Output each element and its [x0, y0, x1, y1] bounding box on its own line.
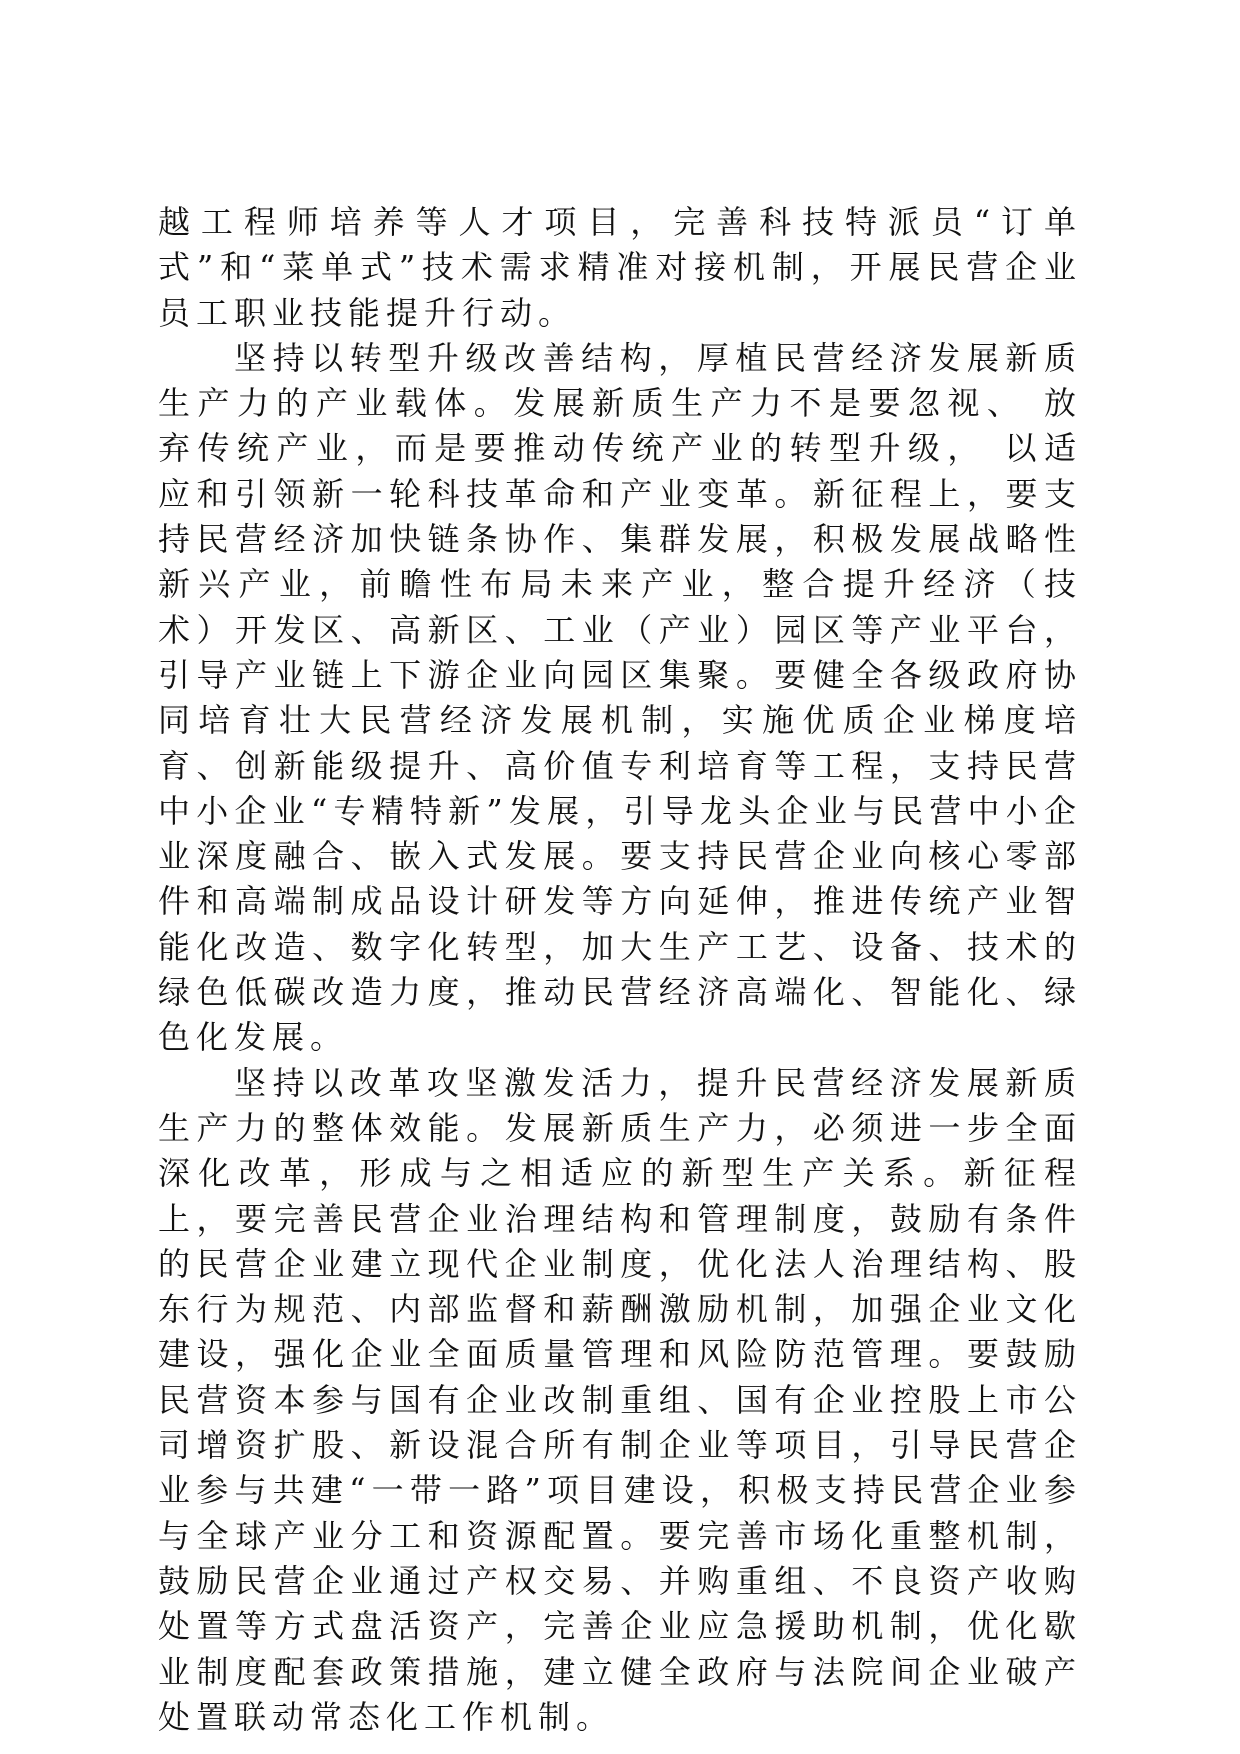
paragraph-transformation-upgrade: 坚持以转型升级改善结构，厚植民营经济发展新质生产力的产业载体。发展新质生产力不是要忽视、 放弃传统产业，而是要推动传统产业的转型升级， 以适应和引领新一轮科技革命和产业变革。新征程上，要支持民营经济加快链条协作、集群发展，积极发展战略性新兴产业，前瞻性布局未来产业，整合提升经济（技术）开发区、高新区、工业（产业）园区等产业平台，引导产业链上下游企业向园区集聚。要健全各级政府协同培育壮大民营经济发展机制，实施优质企业梯度培育、创新能级提升、高价值专利培育等工程，支持民营中小企业“专精特新”发展，引导龙头企业与民营中小企业深度融合、嵌入式发展。要支持民营企业向核心零部件和高端制成品设计研发等方向延伸，推进传统产业智能化改造、数字化转型，加大生产工艺、设备、技术的绿色低碳改造力度，推动民营经济高端化、智能化、绿色化发展。 [158, 338, 1082, 1057]
paragraph-continuation: 越工程师培养等人才项目，完善科技特派员“订单式”和“菜单式”技术需求精准对接机制，开展民营企业员工职业技能提升行动。 [158, 203, 1082, 332]
document-body [158, 200, 1082, 1740]
paragraph-reform-vitality: 坚持以改革攻坚激发活力，提升民营经济发展新质生产力的整体效能。发展新质生产力，必须进一步全面深化改革，形成与之相适应的新型生产关系。新征程上，要完善民营企业治理结构和管理制度，鼓励有条件的民营企业建立现代企业制度，优化法人治理结构、股东行为规范、内部监督和薪酬激励机制，加强企业文化建设，强化企业全面质量管理和风险防范管理。要鼓励民营资本参与国有企业改制重组、国有企业控股上市公司增资扩股、新设混合所有制企业等项目，引导民营企业参与共建“一带一路”项目建设，积极支持民营企业参与全球产业分工和资源配置。要完善市场化重整机制，鼓励民营企业通过产权交易、并购重组、不良资产收购处置等方式盘活资产，完善企业应急援助机制，优化歇业制度配套政策措施，建立健全政府与法院间企业破产处置联动常态化工作机制。 [158, 1063, 1082, 1736]
